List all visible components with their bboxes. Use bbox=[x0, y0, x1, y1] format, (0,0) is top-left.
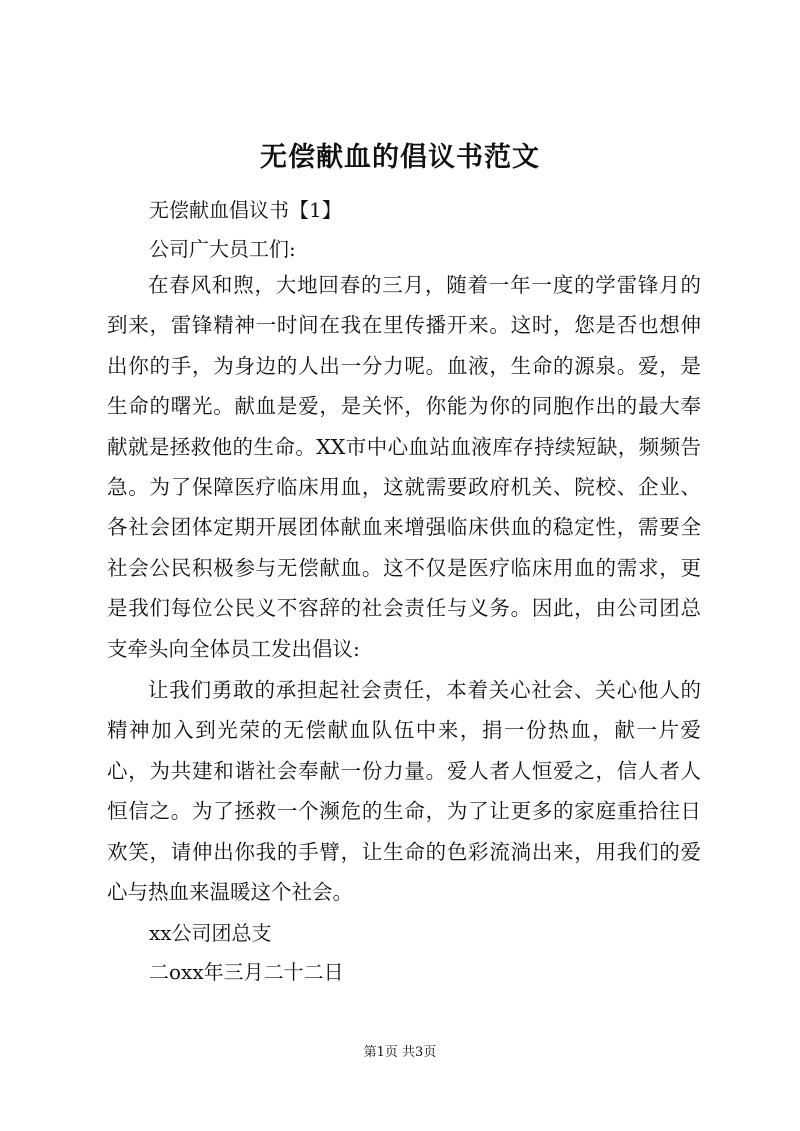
date: 二oxx年三月二十二日 bbox=[149, 960, 344, 984]
page-number: 第1页 共3页 bbox=[363, 1045, 437, 1060]
document-title: 无偿献血的倡议书范文 bbox=[260, 142, 540, 173]
body-paragraph-1: 在春风和煦，大地回春的三月，随着一年一度的学雷锋月的到来，雷锋精神一时间在我在里传播开来。这时，您是否也想伸出你的手，为身边的人出一分力呢。血液，生命的源泉。爱，是生命的曙光。献血是爱，是关怀，你能为你的同胞作出的最大奉献就是拯救他的生命。XX市中心血站血液库存持续短缺，频频告急。为了保障医疗临床用血，这就需要政府机关、院校、企业、各社会团体定期开展团体献血来增强临床供血的稳定性，需要全社会公民积极参与无偿献血。这不仅是医疗临床用血的需求，更是我们每位公民义不容辞的社会责任与义务。因此，由公司团总支牵头向全体员工发出倡议: bbox=[107, 273, 701, 661]
body-paragraph-2: 让我们勇敢的承担起社会责任，本着关心社会、关心他人的精神加入到光荣的无偿献血队伍中来，捐一份热血，献一片爱心，为共建和谐社会奉献一份力量。爱人者人恒爱之，信人者人恒信之。为了拯救一个濒危的生命，为了让更多的家庭重拾往日欢笑，请伸出你我的手臂，让生命的色彩流淌出来，用我们的爱心与热血来温暖这个社会。 bbox=[107, 678, 701, 905]
signature: xx公司团总支 bbox=[149, 921, 272, 945]
salutation: 公司广大员工们: bbox=[149, 237, 296, 261]
document-subtitle: 无偿献血倡议书【1】 bbox=[149, 198, 342, 222]
